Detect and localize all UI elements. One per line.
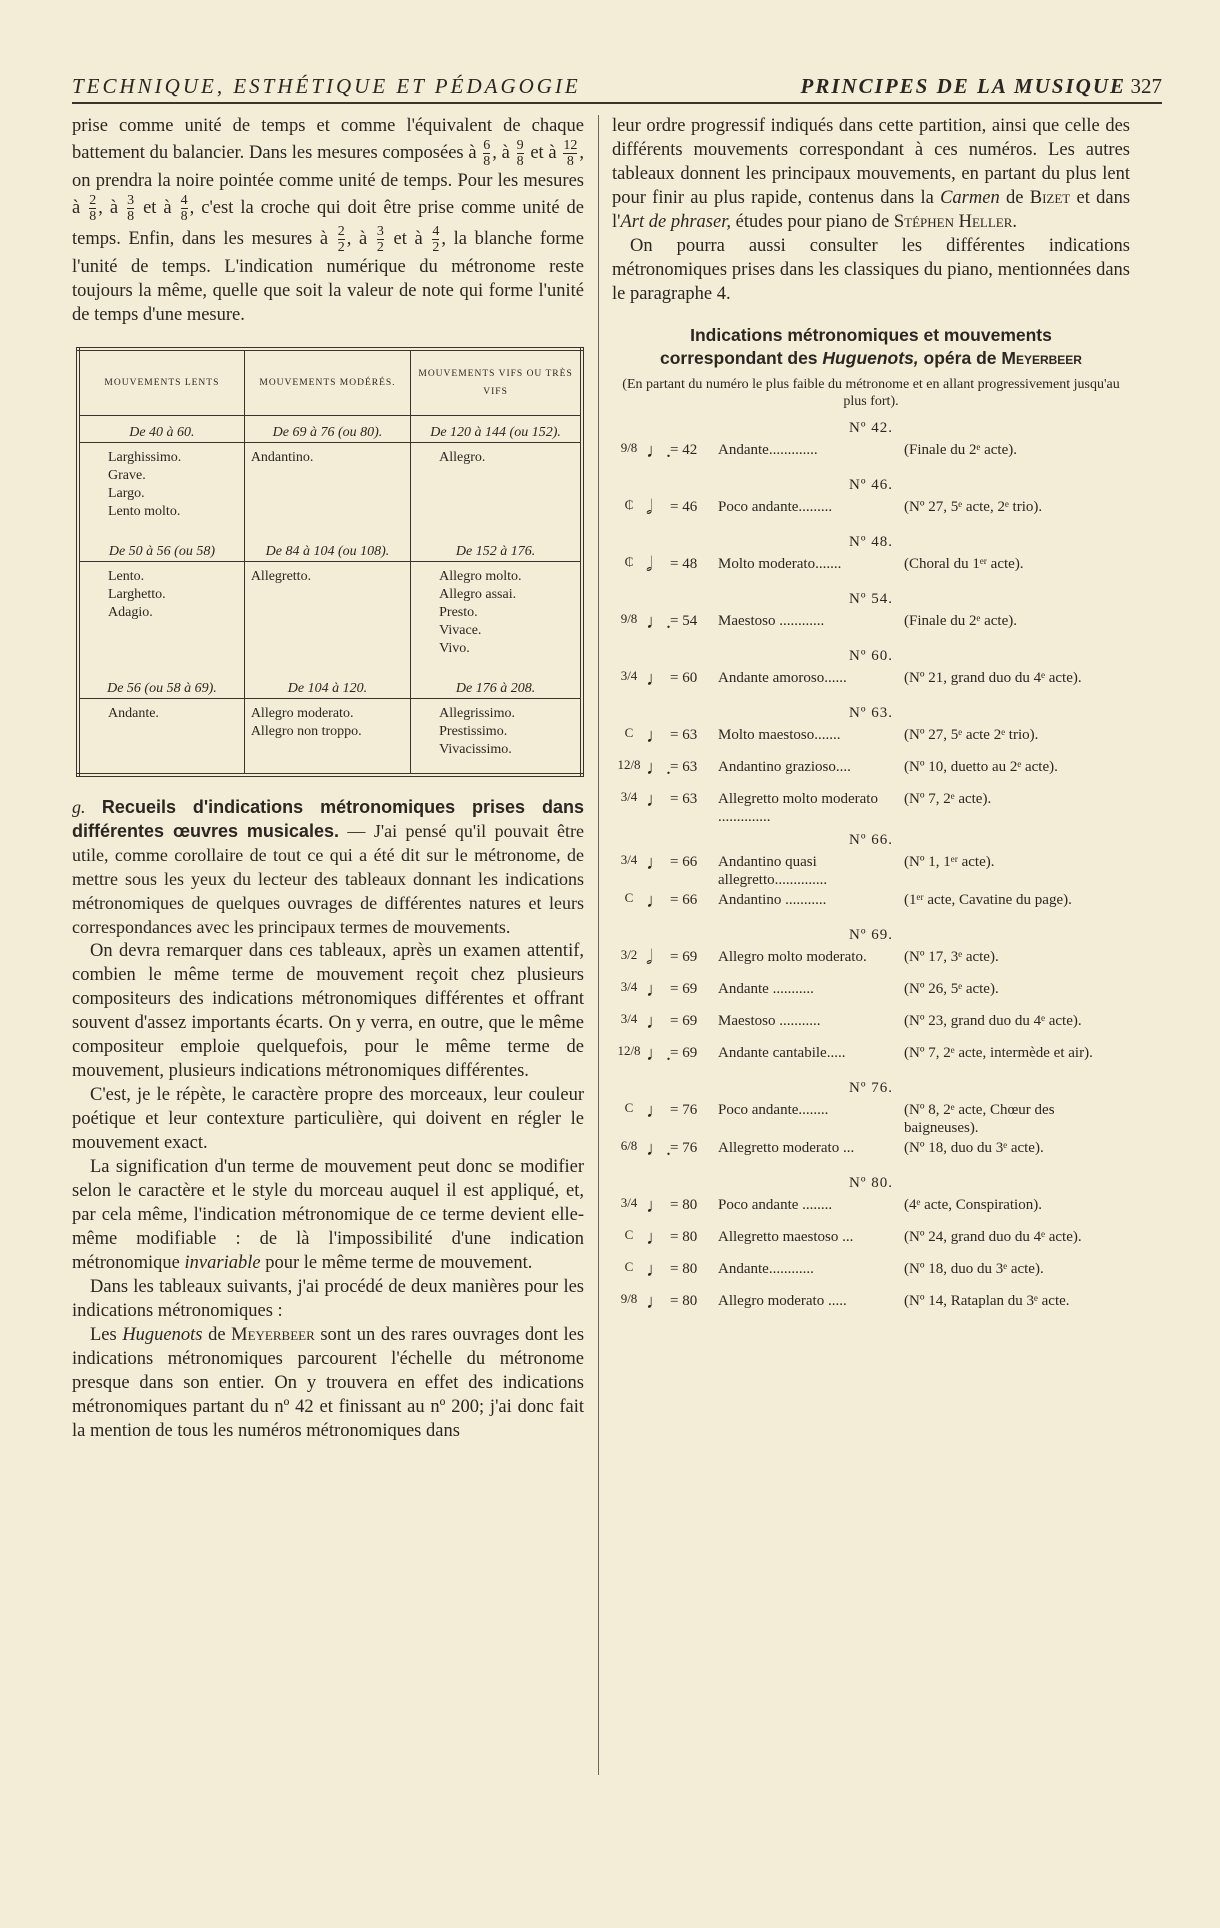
table-title: Indications métronomiques et mouvements correspondant des Huguenots, opéra de Meyerbeer xyxy=(660,325,1082,368)
reference: (Finale du 2ᵉ acte). xyxy=(904,442,1017,458)
metronome-number: Nº 80. xyxy=(849,1175,893,1191)
list-item xyxy=(612,1260,1130,1290)
list-item xyxy=(612,853,1130,889)
text: prise comme unité de temps et comme l'équivalent de chaque battement du balancier. Dans les mesures composées à xyxy=(72,116,584,163)
metronome-value: = 54 xyxy=(670,613,698,629)
metronome-value: = 80 xyxy=(670,1261,698,1277)
range: De 69 à 76 (ou 80). xyxy=(245,416,410,443)
list-item xyxy=(612,1139,1130,1169)
metronome-value: = 46 xyxy=(670,499,698,515)
fraction: $\frac{6}{8}$ xyxy=(483,138,491,169)
note-value: 𝅗𝅥 xyxy=(646,497,653,519)
metronome-number: Nº 69. xyxy=(849,927,893,943)
time-signature: 3/4 xyxy=(620,979,638,994)
list-item xyxy=(612,790,1130,826)
reference: (Nº 26, 5ᵉ acte). xyxy=(904,981,999,997)
note-value: ♩ xyxy=(646,1195,666,1217)
note-value: ♩ xyxy=(646,1259,666,1281)
metronome-value: = 80 xyxy=(670,1293,698,1309)
reference: (Nº 27, 5ᵉ acte, 2ᵉ trio). xyxy=(904,499,1043,515)
paragraph: Les Huguenots de Meyerbeer sont un des rares ouvrages dont les indications métronomiques parcourent l'échelle du métronome presque dans son entier. On y trouvera en effet des indications métronomiques partant du nº 42 et finissant au nº 200; j'ai donc fait la mention de tous les numéros métronomiques dans xyxy=(72,1325,585,1441)
list-item xyxy=(612,555,1130,585)
list-item xyxy=(612,1012,1130,1042)
metronome-number: Nº 48. xyxy=(849,534,893,550)
list-item xyxy=(612,1044,1130,1074)
list-item xyxy=(612,891,1130,921)
metronome-value: = 76 xyxy=(670,1140,698,1156)
paragraph: On pourra aussi consulter les différentes indications métronomiques prises dans les classiques du piano, mentionnées dans le paragraphe 4. xyxy=(612,236,1130,304)
list-item xyxy=(612,612,1130,642)
tempo-term: Allegro moderato ..... xyxy=(718,1293,847,1309)
note-value: ♩ xyxy=(646,1011,666,1033)
metronome-number: Nº 42. xyxy=(849,420,893,436)
note-value: ♩. xyxy=(646,1043,671,1065)
list-item xyxy=(612,441,1130,471)
note-value: ♩. xyxy=(646,1138,671,1160)
text: c'est la croche qui doit être prise comme unité de temps. Enfin, dans les mesures à xyxy=(72,197,584,249)
metronome-value: = 69 xyxy=(670,949,698,965)
metronome-value: = 80 xyxy=(670,1197,698,1213)
reference: (Nº 21, grand duo du 4ᵉ acte). xyxy=(904,670,1082,686)
header-right: PRINCIPES DE LA MUSIQUE xyxy=(800,74,1126,98)
reference: (Nº 17, 3ᵉ acte). xyxy=(904,949,999,965)
metronome-number: Nº 54. xyxy=(849,591,893,607)
metronome-value: = 48 xyxy=(670,556,698,572)
note-value: ♩ xyxy=(646,725,666,747)
tempo-table xyxy=(76,347,584,777)
metronome-value: = 66 xyxy=(670,854,698,870)
column-rule xyxy=(598,115,599,1775)
list-item xyxy=(612,1196,1130,1226)
table-subtitle: (En partant du numéro le plus faible du métronome et en allant progressivement jusqu'au plus fort). xyxy=(622,377,1120,409)
time-signature: 3/2 xyxy=(620,947,638,962)
reference: (Nº 1, 1ᵉʳ acte). xyxy=(904,854,995,870)
table-row: De 50 à 56 (ou 58) Lento. Larghetto. Adagio. De 84 à 104 (ou 108). Allegretto. De 152 à 176. Allegro molto. Allegro assai. Presto. Vivace. Vivo. xyxy=(78,535,582,672)
fraction: $\frac{4}{2}$ xyxy=(432,224,440,255)
tempo-term: Poco andante........ xyxy=(718,1102,829,1118)
tempo-term: Allegretto molto moderato .............. xyxy=(718,791,878,825)
tempo-term: Maestoso ............ xyxy=(718,613,825,629)
tempo-term: Allegro molto moderato. xyxy=(718,949,867,965)
header-left: TECHNIQUE, ESTHÉTIQUE ET PÉDAGOGIE xyxy=(72,74,581,98)
table-row: De 40 à 60. Larghissimo. Grave. Largo. Lento molto. De 69 à 76 (ou 80). Andantino. De 120 à 144 (ou 152). Allegro. xyxy=(78,416,582,536)
reference: (Nº 7, 2ᵉ acte, intermède et air). xyxy=(904,1045,1093,1061)
time-signature: 3/4 xyxy=(620,1195,638,1210)
fraction: $\frac{4}{8}$ xyxy=(180,193,188,224)
tempo-term: Andantino ........... xyxy=(718,892,827,908)
reference: (4ᵉ acte, Conspiration). xyxy=(904,1197,1042,1213)
reference: (Nº 23, grand duo du 4ᵉ acte). xyxy=(904,1013,1082,1029)
time-signature: C xyxy=(624,1100,634,1115)
metronome-value: = 66 xyxy=(670,892,698,908)
note-value: ♩. xyxy=(646,757,671,779)
fraction: $\frac{12}{8}$ xyxy=(563,138,578,169)
time-signature: 9/8 xyxy=(620,1291,638,1306)
range: De 40 à 60. xyxy=(80,416,244,443)
metronome-list xyxy=(612,420,1130,1322)
range: De 120 à 144 (ou 152). xyxy=(411,416,580,443)
table-row: De 56 (ou 58 à 69). Andante. De 104 à 120. Allegro moderato. Allegro non troppo. De 176 à 208. Allegrissimo. Prestissimo. Vivacissimo. xyxy=(78,672,582,775)
note-value: ♩ xyxy=(646,668,666,690)
reference: (Nº 18, duo du 3ᵉ acte). xyxy=(904,1140,1044,1156)
running-header xyxy=(72,74,1162,104)
time-signature: 3/4 xyxy=(620,668,638,683)
time-signature: C xyxy=(624,1259,634,1274)
time-signature: 6/8 xyxy=(620,1138,638,1153)
list-item xyxy=(612,669,1130,699)
tempo-term: Andante............. xyxy=(718,442,818,458)
time-signature: C xyxy=(624,725,634,740)
metronome-value: = 60 xyxy=(670,670,698,686)
tempo-term: Andante ........... xyxy=(718,981,814,997)
metronome-number: Nº 63. xyxy=(849,705,893,721)
page-number: 327 xyxy=(1130,74,1162,98)
tempo-term: Andantino grazioso.... xyxy=(718,759,851,775)
list-item xyxy=(612,726,1130,756)
metronome-value: = 63 xyxy=(670,727,698,743)
fraction: $\frac{2}{8}$ xyxy=(89,193,97,224)
metronome-value: = 63 xyxy=(670,759,698,775)
fraction: $\frac{9}{8}$ xyxy=(516,138,524,169)
time-signature: 9/8 xyxy=(620,611,638,626)
note-value: ♩ xyxy=(646,1291,666,1313)
time-signature: C xyxy=(624,890,634,905)
note-value: ♩ xyxy=(646,890,666,912)
list-item xyxy=(612,1228,1130,1258)
paragraph: C'est, je le répète, le caractère propre des morceaux, leur couleur poétique et leur contexture particulière, qui doivent en régler le mouvement exact. xyxy=(72,1085,584,1153)
reference: (Nº 8, 2ᵉ acte, Chœur des baigneuses). xyxy=(904,1102,1055,1136)
time-signature: 12/8 xyxy=(617,757,641,772)
note-value: ♩ xyxy=(646,1227,666,1249)
paragraph: Dans les tableaux suivants, j'ai procédé de deux manières pour les indications métronomiques : xyxy=(72,1277,584,1321)
note-value: ♩ xyxy=(646,979,666,1001)
paragraph: On devra remarquer dans ces tableaux, après un examen attentif, combien le même terme de mouvement reçoit chez plusieurs compositeurs des indications métronomiques différentes et offrant souvent d'assez importants écarts. On y verra, en outre, que le même compositeur emploie quelquefois, pour le même terme de mouvement, plusieurs indications métronomiques différentes. xyxy=(72,941,584,1081)
table-header: MOUVEMENTS VIFS OU TRÈS VIFS xyxy=(411,349,582,416)
time-signature: 3/4 xyxy=(620,1011,638,1026)
right-column xyxy=(612,114,1130,1324)
metronome-value: = 42 xyxy=(670,442,698,458)
metronome-value: = 76 xyxy=(670,1102,698,1118)
reference: (Choral du 1ᵉʳ acte). xyxy=(904,556,1024,572)
reference: (Nº 27, 5ᵉ acte 2ᵉ trio). xyxy=(904,727,1039,743)
time-signature: 3/4 xyxy=(620,852,638,867)
list-item xyxy=(612,1101,1130,1137)
time-signature: ₵ xyxy=(624,554,634,569)
note-value: ♩ xyxy=(646,789,666,811)
metronome-value: = 80 xyxy=(670,1229,698,1245)
time-signature: 3/4 xyxy=(620,789,638,804)
note-value: ♩. xyxy=(646,611,671,633)
time-signature: ₵ xyxy=(624,497,634,512)
metronome-value: = 63 xyxy=(670,791,698,807)
tempo-term: Andantino quasi allegretto.............. xyxy=(718,854,828,888)
table-header: MOUVEMENTS MODÉRÉS. xyxy=(244,349,410,416)
paragraph: leur ordre progressif indiqués dans cette partition, ainsi que celle des différents mouvements correspondant à ces numéros. Les autres tableaux donnent les principaux mouvements, en partant du plus lent pour finir au plus rapide, contenus dans la Carmen de Bizet et dans l'Art de phraser, études pour piano de Stéphen Heller. xyxy=(612,116,1131,232)
tempo-term: Poco andante......... xyxy=(718,499,833,515)
reference: (Nº 14, Rataplan du 3ᵉ acte. xyxy=(904,1293,1070,1309)
metronome-value: = 69 xyxy=(670,981,698,997)
tempo-term: Andante cantabile..... xyxy=(718,1045,846,1061)
time-signature: C xyxy=(624,1227,634,1242)
section-g: g. Recueils d'indications métronomiques prises dans différentes œuvres musicales. — J'ai pensé qu'il pouvait être utile, comme corollaire de tout ce qui a été dit sur le métronome, de mettre sous les yeux du lecteur des tableaux donnant les indications métronomiques de quelques ouvrages de différentes natures et leurs correspondances avec les principaux termes de mouvements. xyxy=(72,797,584,937)
paragraph-units: prise comme unité de temps et comme l'équivalent de chaque battement du balancier. Dans les mesures composées à $\frac{6}{8}$ , à $\frac{9}{8}$ et à $\frac{12}{8}$ , on prendra la noire pointée comme unité de temps. Pour les mesures à $\frac{2}{8}$ , à $\frac{3}{8}$ et à $\frac{4}{8}$ , c'est la croche qui doit être prise comme unité de temps. Enfin, dans les mesures à $\frac{2}{2}$ , à $\frac{3}{2}$ et à $\frac{4}{2}$ , la blanche forme l'unité de temps. L'indication numérique du métronome reste toujours la même, quelle que soit la valeur de note qui forme l'unité de temps d'une mesure. xyxy=(72,116,585,325)
reference: (Nº 7, 2ᵉ acte). xyxy=(904,791,992,807)
list-item xyxy=(612,1292,1130,1322)
section-title: Recueils d'indications métronomiques prises dans différentes œuvres musicales. xyxy=(72,797,584,841)
list-item xyxy=(612,948,1130,978)
note-value: ♩ xyxy=(646,852,666,874)
metronome-number: Nº 60. xyxy=(849,648,893,664)
reference: (Finale du 2ᵉ acte). xyxy=(904,613,1017,629)
left-column xyxy=(72,114,584,1443)
list-item xyxy=(612,980,1130,1010)
fraction: $\frac{3}{8}$ xyxy=(127,193,135,224)
fraction: $\frac{3}{2}$ xyxy=(376,224,384,255)
time-signature: 9/8 xyxy=(620,440,638,455)
metronome-value: = 69 xyxy=(670,1045,698,1061)
table-header: MOUVEMENTS LENTS xyxy=(78,349,244,416)
reference: (Nº 18, duo du 3ᵉ acte). xyxy=(904,1261,1044,1277)
tempo-term: Allegretto moderato ... xyxy=(718,1140,855,1156)
paragraph: La signification d'un terme de mouvement peut donc se modifier selon le caractère et le style du morceau auquel il est appliqué, et, par cela même, l'indication métronomique de ce terme devient elle-même modifiable : de là l'impossibilité d'une indication métronomique invariable pour le même terme de mouvement. xyxy=(72,1157,584,1273)
note-value: 𝅗𝅥 xyxy=(646,947,653,969)
note-value: ♩. xyxy=(646,440,671,462)
list-item xyxy=(612,758,1130,788)
metronome-value: = 69 xyxy=(670,1013,698,1029)
tempo-term: Andante............ xyxy=(718,1261,814,1277)
tempo-term: Andante amoroso...... xyxy=(718,670,847,686)
tempo-term: Poco andante ........ xyxy=(718,1197,833,1213)
list-item xyxy=(612,498,1130,528)
note-value: 𝅗𝅥 xyxy=(646,554,653,576)
tempo-term: Molto maestoso....... xyxy=(718,727,841,743)
reference: (Nº 24, grand duo du 4ᵉ acte). xyxy=(904,1229,1082,1245)
time-signature: 12/8 xyxy=(617,1043,641,1058)
metronome-number: Nº 76. xyxy=(849,1080,893,1096)
note-value: ♩ xyxy=(646,1100,666,1122)
fraction: $\frac{2}{2}$ xyxy=(337,224,345,255)
tempo-term: Molto moderato....... xyxy=(718,556,842,572)
reference: (Nº 10, duetto au 2ᵉ acte). xyxy=(904,759,1058,775)
tempo-term: Maestoso ........... xyxy=(718,1013,821,1029)
reference: (1ᵉʳ acte, Cavatine du page). xyxy=(904,892,1072,908)
metronome-number: Nº 66. xyxy=(849,832,893,848)
text: on prendra la noire pointée comme unité de temps. Pour les mesures à xyxy=(72,171,584,218)
metronome-number: Nº 46. xyxy=(849,477,893,493)
tempo-term: Allegretto maestoso ... xyxy=(718,1229,854,1245)
text: la blanche forme l'unité de temps. L'indication numérique du métronome reste toujours la même, quelle que soit la valeur de note qui forme l'unité de temps d'une mesure. xyxy=(72,228,585,325)
